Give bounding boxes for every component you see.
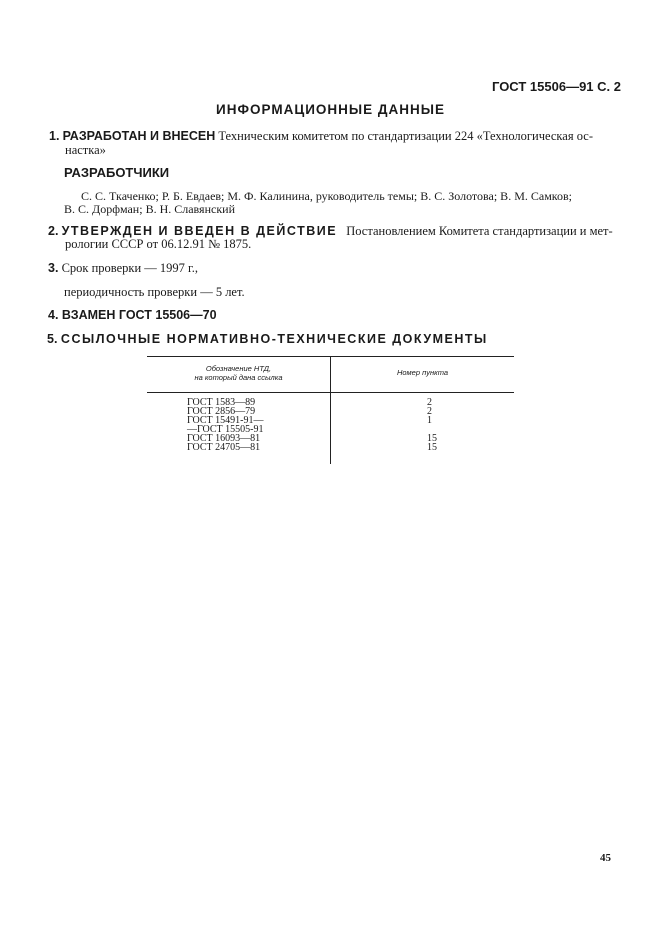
table-header-col1-line1: Обозначение НТД, bbox=[205, 364, 272, 373]
table-header-col1 bbox=[147, 364, 330, 382]
item-5 bbox=[47, 332, 488, 347]
item-2-number: 2. bbox=[48, 224, 59, 238]
table-cell: 15 bbox=[427, 433, 437, 444]
developers-heading: РАЗРАБОТЧИКИ bbox=[64, 165, 170, 180]
table-cell: 2 bbox=[427, 397, 432, 408]
item-1-number: 1. bbox=[49, 129, 60, 143]
item-4-text: ВЗАМЕН ГОСТ 15506—70 bbox=[61, 308, 217, 322]
table-cell: ГОСТ 24705—81 bbox=[187, 442, 261, 453]
page-number: 45 bbox=[600, 852, 611, 864]
item-3-number: 3. bbox=[48, 261, 59, 275]
table-col2-values bbox=[147, 398, 514, 452]
item-1 bbox=[49, 129, 593, 144]
item-5-number: 5. bbox=[47, 332, 58, 346]
section-title: ИНФОРМАЦИОННЫЕ ДАННЫЕ bbox=[216, 102, 445, 117]
table-cell: ГОСТ 2856—79 bbox=[187, 406, 256, 417]
item-4-number: 4. bbox=[48, 308, 59, 322]
table-cell: —ГОСТ 15505-91 bbox=[187, 424, 264, 435]
table-header-col1-line2: на который дана ссылка bbox=[194, 373, 283, 382]
table-cell: 1 bbox=[427, 415, 432, 426]
table-cell bbox=[147, 425, 514, 434]
item-2-lead: УТВЕРЖДЕН И ВВЕДЕН В ДЕЙСТВИЕ bbox=[61, 224, 338, 238]
table-cell: ГОСТ 15491-91— bbox=[187, 415, 264, 426]
developers-line1: С. С. Ткаченко; Р. Б. Евдаев; М. Ф. Калинина, руководитель темы; В. С. Золотова; В. М. Самков; bbox=[81, 189, 573, 203]
item-3-line1: Срок проверки — 1997 г., bbox=[61, 261, 199, 275]
table-cell: 2 bbox=[427, 406, 432, 417]
item-4 bbox=[48, 308, 217, 323]
item-5-text: ССЫЛОЧНЫЕ НОРМАТИВНО-ТЕХНИЧЕСКИЕ ДОКУМЕНТЫ bbox=[60, 332, 488, 346]
developers-line2: В. С. Дорфман; В. Н. Славянский bbox=[64, 202, 235, 216]
item-1-text-line1: Техническим комитетом по стандартизации 224 «Технологическая ос- bbox=[218, 129, 594, 143]
item-1-text-line2: настка» bbox=[65, 143, 106, 157]
table-cell: ГОСТ 16093—81 bbox=[187, 433, 261, 444]
table-cell: ГОСТ 1583—89 bbox=[187, 397, 256, 408]
table-cell: 15 bbox=[427, 442, 437, 453]
table-header-col2: Номер пункта bbox=[396, 368, 449, 377]
item-1-lead: РАЗРАБОТАН И ВНЕСЕН bbox=[62, 129, 216, 143]
item-3 bbox=[48, 261, 198, 276]
item-3-line2: периодичность проверки — 5 лет. bbox=[64, 285, 245, 299]
document-code-header: ГОСТ 15506—91 С. 2 bbox=[492, 79, 621, 94]
item-2-text-line1: Постановлением Комитета стандартизации и мет- bbox=[346, 224, 613, 238]
item-2-text-line2: рологии СССР от 06.12.91 № 1875. bbox=[65, 237, 252, 251]
